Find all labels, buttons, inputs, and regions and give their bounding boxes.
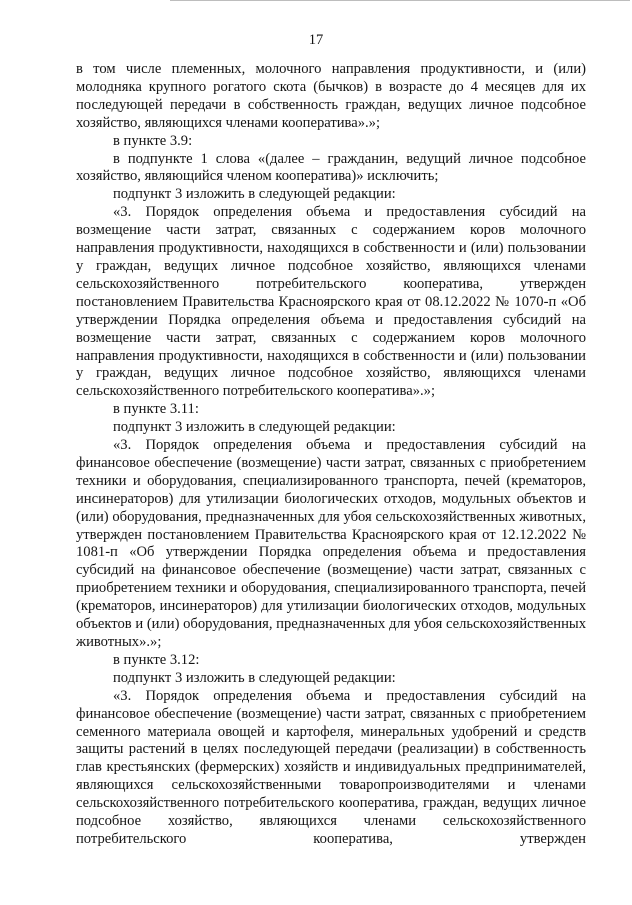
paragraph-subitem-3-intro: подпункт 3 изложить в следующей редакции: [113, 186, 396, 203]
paragraph-quote-1081: «3. Порядок определения объема и предоставления субсидий на финансовое обеспечение (возмещение) части затрат, связанных с приобретением техники и оборудования, специализированного транспорта, печей (крематоров, инсинераторов) для утилизации биологических отходов, модульных объектов и (или) оборудования, предназначенных для убоя сельскохозяйственных животных, утвержден постановлением Правительства Красноярского края от 12.12.2022 № 1081-п «Об утверждении Порядка определения объема и предоставления субсидий на финансовое обеспечение (возмещение) части затрат, связанных с приобретением техники и оборудования, специализированного транспорта, печей (крематоров, инсинераторов) для утилизации биологических отходов, модульных объектов и (или) оборудования, предназначенных для убоя сельскохозяйственных животных».»; [76, 437, 586, 650]
page-number: 17 [308, 32, 324, 48]
paragraph-item-3-12: в пункте 3.12: [113, 651, 200, 668]
paragraph-item-3-11: в пункте 3.11: [113, 401, 199, 418]
paragraph-continuation: в том числе племенных, молочного направления продуктивности, и (или) молодняка крупного рогатого скота (бычков) в возрасте до 4 месяцев для их последующей передачи в собственность граждан, ведущих личное подсобное хозяйство, являющихся членами кооператива».»; [76, 61, 586, 131]
document-body [76, 61, 586, 849]
paragraph-subitem-1-amendment: в подпункте 1 слова «(далее – гражданин, ведущий личное подсобное хозяйство, являющийся членом кооператива)» исключить; [76, 150, 586, 185]
paragraph-subitem-3-intro-2: подпункт 3 изложить в следующей редакции: [113, 419, 396, 436]
paragraph-quote-1070: «3. Порядок определения объема и предоставления субсидий на возмещение части затрат, связанных с содержанием коров молочного направления продуктивности, находящихся в собственности и (или) пользовании у граждан, ведущих личное подсобное хозяйство, являющихся членами сельскохозяйственного потребительского кооператива, утвержден постановлением Правительства Красноярского края от 08.12.2022 № 1070-п «Об утверждении Порядка определения объема и предоставления субсидий на возмещение части затрат, связанных с содержанием коров молочного направления продуктивности, находящихся в собственности и (или) пользовании у граждан, ведущих личное подсобное хозяйство, являющихся членами сельскохозяйственного потребительского кооператива».»; [76, 204, 586, 400]
paragraph-quote-seeds: «3. Порядок определения объема и предоставления субсидий на финансовое обеспечение (возмещение) части затрат, связанных с приобретением семенного материала овощей и картофеля, минеральных удобрений и средств защиты растений в целях последующей передачи (реализации) в собственность глав крестьянских (фермерских) хозяйств и индивидуальных предпринимателей, являющихся сельскохозяйственными товаропроизводителями и членами сельскохозяйственного потребительского кооператива, граждан, ведущих личное подсобное хозяйство, являющихся членами сельскохозяйственного потребительского кооператива, утвержден [76, 687, 586, 847]
paragraph-item-3-9: в пункте 3.9: [113, 132, 193, 149]
scan-edge-line [170, 0, 630, 1]
paragraph-subitem-3-intro-3: подпункт 3 изложить в следующей редакции: [113, 669, 396, 686]
